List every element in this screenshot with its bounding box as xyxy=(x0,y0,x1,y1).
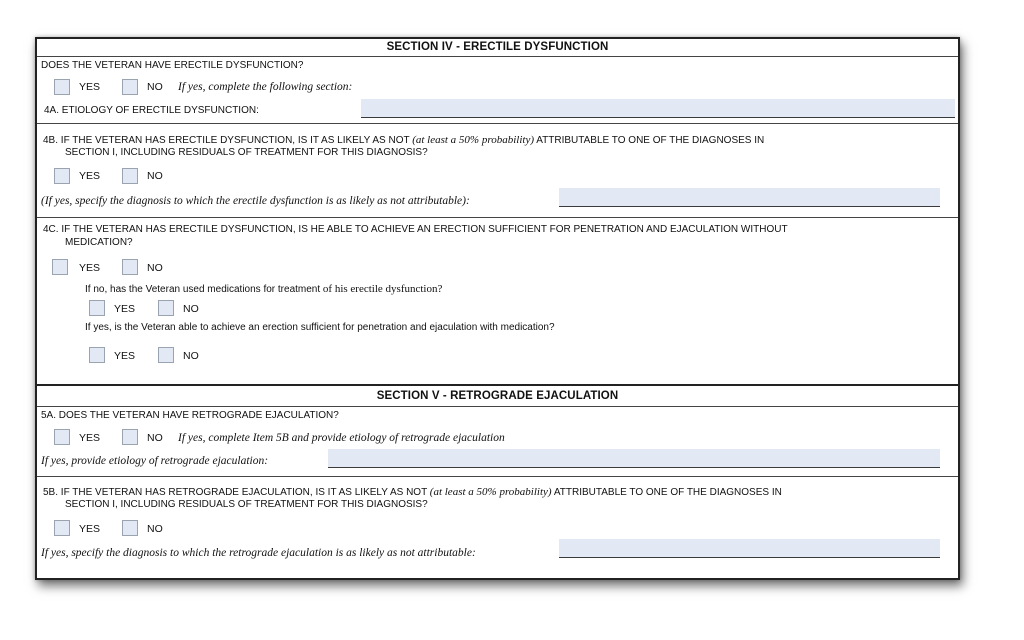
q4c-line1: 4C. IF THE VETERAN HAS ERECTILE DYSFUNCTION, IS HE ABLE TO ACHIEVE AN ERECTION SUFFICIENT FOR PENETRATION AND EJACULATION WITHOUT xyxy=(43,224,788,235)
q-erectile-dysfunction: DOES THE VETERAN HAVE ERECTILE DYSFUNCTION? xyxy=(41,60,304,71)
q4b-probability: (at least a 50% probability) xyxy=(412,134,534,146)
divider xyxy=(37,123,958,124)
section-divider xyxy=(37,384,958,386)
va-form xyxy=(35,37,960,580)
q4b-yes-checkbox[interactable] xyxy=(54,168,70,184)
main-yes-label: YES xyxy=(79,81,101,93)
q4b-yes-label: YES xyxy=(79,170,101,182)
q4c-sub1-yes-checkbox[interactable] xyxy=(89,300,105,316)
main-note: If yes, complete the following section: xyxy=(178,81,353,93)
q4b-text: 4B. IF THE VETERAN HAS ERECTILE DYSFUNCTION, IS IT AS LIKELY AS NOT xyxy=(43,135,410,146)
q4b-diagnosis-field[interactable] xyxy=(559,188,940,207)
q4b-no-label: NO xyxy=(147,170,163,182)
q4c-no-label: NO xyxy=(147,262,163,274)
q4b-text-end: ATTRIBUTABLE TO ONE OF THE DIAGNOSES IN xyxy=(536,135,765,146)
q4b-line1 xyxy=(43,134,764,147)
q4c-yes-label: YES xyxy=(79,262,101,274)
q5b-line1 xyxy=(43,486,782,499)
q5b-text: 5B. IF THE VETERAN HAS RETROGRADE EJACULATION, IS IT AS LIKELY AS NOT xyxy=(43,487,427,498)
q4c-sub2-yes-label: YES xyxy=(114,350,136,362)
q5b-text-end: ATTRIBUTABLE TO ONE OF THE DIAGNOSES IN xyxy=(553,487,782,498)
q4a-etiology-field[interactable] xyxy=(361,99,955,118)
q4c-sub1-no-label: NO xyxy=(183,303,199,315)
q5a-etiology-field[interactable] xyxy=(328,449,940,468)
q5b-no-checkbox[interactable] xyxy=(122,520,138,536)
q4c-sub1-yes-label: YES xyxy=(114,303,136,315)
q4b-specify: (If yes, specify the diagnosis to which the erectile dysfunction is as likely as not attributable): xyxy=(41,195,470,207)
divider xyxy=(37,56,958,57)
q5b-specify: If yes, specify the diagnosis to which the retrograde ejaculation is as likely as not attributable: xyxy=(41,547,476,559)
q5a-note: If yes, complete Item 5B and provide etiology of retrograde ejaculation xyxy=(178,432,505,444)
q5a-no-checkbox[interactable] xyxy=(122,429,138,445)
q4c-sub2-no-checkbox[interactable] xyxy=(158,347,174,363)
q4c-sub1-no-checkbox[interactable] xyxy=(158,300,174,316)
q4c-sub1-text-end: of his erectile dysfunction? xyxy=(322,283,443,295)
q5b-yes-label: YES xyxy=(79,523,101,535)
q4c-sub2-no-label: NO xyxy=(183,350,199,362)
q4c-no-checkbox[interactable] xyxy=(122,259,138,275)
q4c-sub2-yes-checkbox[interactable] xyxy=(89,347,105,363)
q5a-label: 5A. DOES THE VETERAN HAVE RETROGRADE EJACULATION? xyxy=(41,410,339,421)
main-no-checkbox[interactable] xyxy=(122,79,138,95)
q4c-sub1 xyxy=(85,283,442,296)
q5b-diagnosis-field[interactable] xyxy=(559,539,940,558)
section-v-title: SECTION V - RETROGRADE EJACULATION xyxy=(376,390,619,402)
q5a-no-label: NO xyxy=(147,432,163,444)
q5a-yes-label: YES xyxy=(79,432,101,444)
section-iv-title: SECTION IV - ERECTILE DYSFUNCTION xyxy=(386,41,609,53)
q5b-line2: SECTION I, INCLUDING RESIDUALS OF TREATMENT FOR THIS DIAGNOSIS? xyxy=(65,499,428,510)
q5a-yes-checkbox[interactable] xyxy=(54,429,70,445)
divider xyxy=(37,217,958,218)
q5b-probability: (at least a 50% probability) xyxy=(429,486,552,498)
divider xyxy=(37,406,958,407)
q4c-line2: MEDICATION? xyxy=(65,237,133,248)
q5b-yes-checkbox[interactable] xyxy=(54,520,70,536)
q4c-sub2: If yes, is the Veteran able to achieve an erection sufficient for penetration and ejaculation with medication? xyxy=(85,322,555,333)
q4b-no-checkbox[interactable] xyxy=(122,168,138,184)
q5a-specify: If yes, provide etiology of retrograde ejaculation: xyxy=(41,455,269,467)
main-no-label: NO xyxy=(147,81,163,93)
q4c-yes-checkbox[interactable] xyxy=(52,259,68,275)
main-yes-checkbox[interactable] xyxy=(54,79,70,95)
q4a-label: 4A. ETIOLOGY OF ERECTILE DYSFUNCTION: xyxy=(44,105,259,116)
divider xyxy=(37,476,958,477)
q4b-line2: SECTION I, INCLUDING RESIDUALS OF TREATMENT FOR THIS DIAGNOSIS? xyxy=(65,147,428,158)
q4c-sub1-text: If no, has the Veteran used medications for treatment xyxy=(85,284,321,295)
q5b-no-label: NO xyxy=(147,523,163,535)
